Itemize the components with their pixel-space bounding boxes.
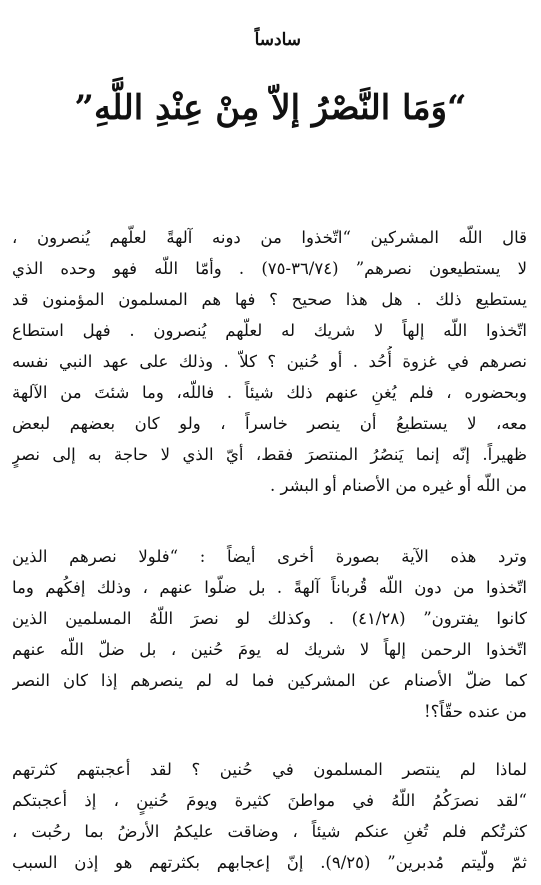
text-line: اتّخذوا من دون اللّه قُرباناً آلهةً . بل ضلّوا عنهم ، وذلك إفكُهم وما xyxy=(12,578,527,597)
text-line: كما ضلّ الأصنام عن المشركين فما له لم ينصرهم إذا كان النصر xyxy=(12,671,527,690)
text-line: من عنده حقّاً؟! xyxy=(424,702,527,721)
paragraph-3 xyxy=(12,754,527,878)
chapter-title: “وَمَا النَّصْرُ إلاّ مِنْ عِنْدِ اللَّهِ” xyxy=(74,88,467,128)
text-line: وترد هذه الآية بصورة أخرى أيضاً : “فلولا نصرهم الذين xyxy=(12,547,527,566)
text-line: كانوا يفترون” (٤١/٢٨) . وكذلك لو نصرَ اللّهُ المسلمين الذين xyxy=(12,609,527,628)
text-line: يستطيع ذلك . هل هذا صحيح ؟ فها هم المسلمون المؤمنون قد xyxy=(12,290,527,309)
text-line: ظهيراً. إنّه إنما يَنصُرُ المنتصرَ فقط، أيّ الذي لا حاجة به إلى نصرٍ xyxy=(12,445,527,464)
text-line: ثمّ ولّيتم مُدبرين” (٩/٢٥). إنّ إعجابهم بكثرتهم هو إذن السبب xyxy=(12,853,527,872)
text-line: معه، لا يستطيعُ أن ينصر خاسراً ، ولو كان بعضهم لبعض xyxy=(12,414,527,433)
text-line: قال اللّه المشركين “اتّخذوا من دونه آلهةً لعلّهم يُنصرون ، xyxy=(12,228,527,247)
text-line: كثرتُكم فلم تُغنِ عنكم شيئاً ، وضاقت عليكمُ الأرضُ بما رحُبت ، xyxy=(12,822,527,841)
text-line: اتّخذوا الرحمن إلهاً لا شريك له يومَ حُنين ، بل ضلّ اللّه عنهم xyxy=(12,640,527,659)
text-line: لماذا لم ينتصر المسلمون في حُنين ؟ لقد أعجبتهم كثرتهم xyxy=(12,760,527,779)
text-line: “لقد نصرَكُمُ اللّهُ في مواطنَ كثيرة ويومَ حُنينٍ ، إذ أعجبتكم xyxy=(12,791,527,810)
paragraph-2 xyxy=(12,541,527,727)
text-line: من اللّه أو غيره من الأصنام أو البشر . xyxy=(269,476,527,495)
text-line: وبحضوره ، فلم يُغنِ عنهم ذلك شيئاً . فاللّه، وما شئتَ من الآلهة xyxy=(12,383,527,402)
text-line: لا يستطيعون نصرهم” (٣٦/٧٤-٧٥) . وأمّا اللّه فهو وحده الذي xyxy=(12,259,527,278)
text-line: اتّخذوا اللّه إلهاً لا شريك له لعلّهم يُنصرون . فهل استطاع xyxy=(12,321,527,340)
paragraph-1 xyxy=(12,222,527,501)
section-label: سادساً xyxy=(254,30,301,50)
text-line: نصرهم في غزوة أُحُد . أو حُنين ؟ كلاّ . وذلك على عهد النبي نفسه xyxy=(12,352,527,371)
